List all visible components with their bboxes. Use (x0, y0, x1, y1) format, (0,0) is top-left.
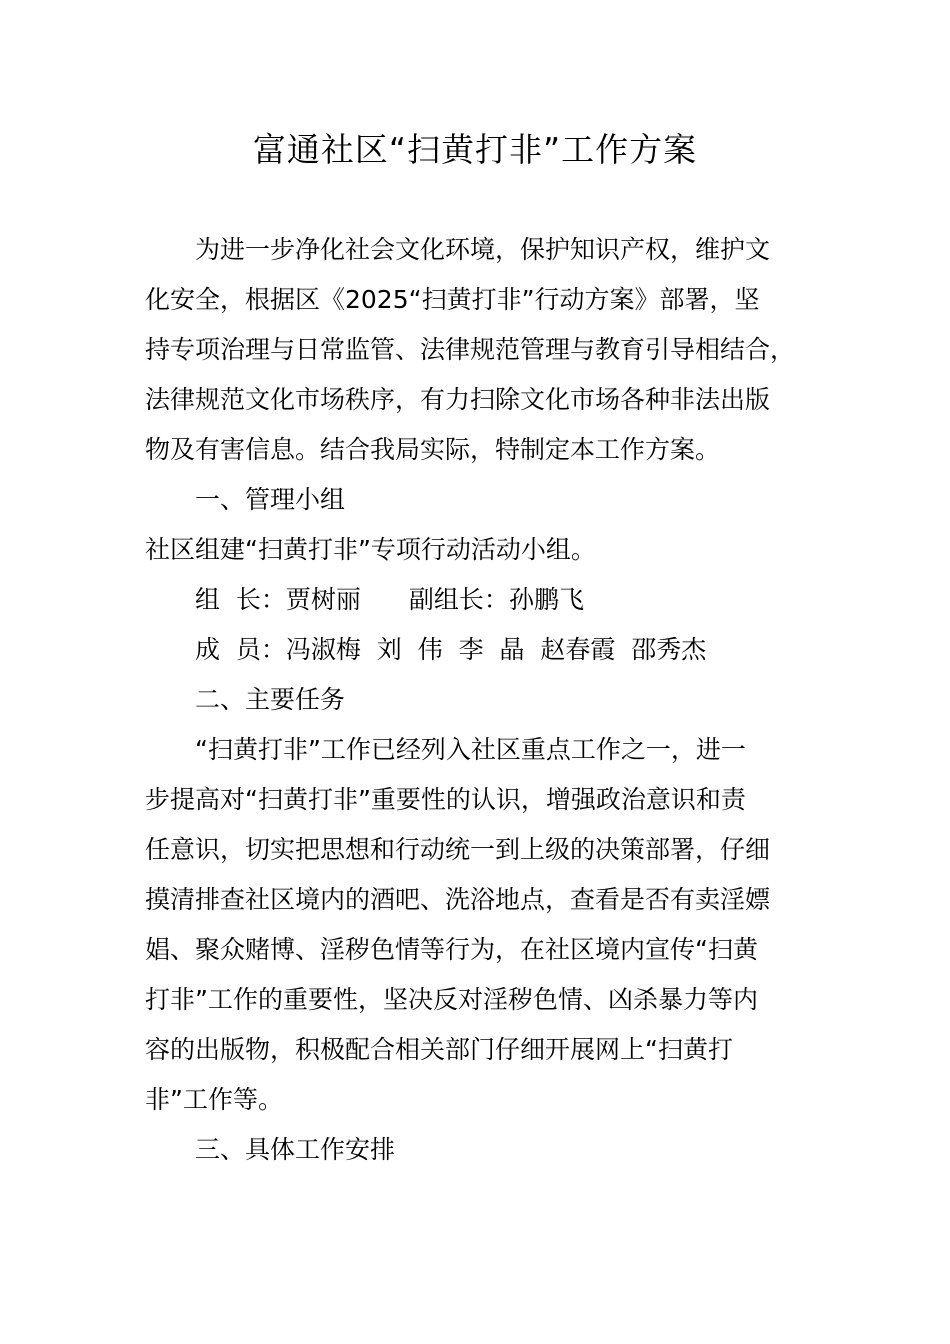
members-row (0, 625, 950, 675)
intro-line: 物及有害信息。结合我局实际，特制定本工作方案。 (145, 435, 721, 464)
section-heading-1: 一、管理小组 (195, 485, 346, 514)
section-2-line: 娼、聚众赌博、淫秽色情等行为，在社区境内宣传“扫黄 (145, 935, 758, 964)
section-2-line: 打非”工作的重要性，坚决反对淫秽色情、凶杀暴力等内 (145, 985, 758, 1014)
leader-name: 贾树丽 (285, 585, 361, 614)
document-title: 富通社区“扫黄打非”工作方案 (252, 130, 698, 169)
deputy-name: 孙鹏飞 (508, 585, 584, 614)
intro-line: 为进一步净化社会文化环境，保护知识产权，维护文 (195, 235, 771, 264)
section-2-line: 容的出版物，积极配合相关部门仔细开展网上“扫黄打 (145, 1035, 733, 1064)
section-2-line: 步提高对“扫黄打非”重要性的认识，增强政治意识和责 (145, 785, 746, 814)
deputy-label: 副组长： (408, 585, 509, 614)
intro-line: 法律规范文化市场秩序，有力扫除文化市场各种非法出版 (145, 385, 771, 414)
section-heading-3: 三、具体工作安排 (195, 1135, 396, 1164)
section-2-line: “扫黄打非”工作已经列入社区重点工作之一，进一 (195, 735, 746, 764)
section-2-line: 非”工作等。 (145, 1085, 283, 1114)
section-1-text: 社区组建“扫黄打非”专项行动活动小组。 (145, 535, 596, 564)
section-2-line: 摸清排查社区境内的酒吧、洗浴地点，查看是否有卖淫嫖 (145, 885, 771, 914)
intro-line: 持专项治理与日常监管、法律规范管理与教育引导相结合， (145, 335, 796, 364)
intro-line: 化安全，根据区《2025“扫黄打非”行动方案》部署，坚 (145, 285, 760, 314)
section-2-line: 任意识，切实把思想和行动统一到上级的决策部署，仔细 (145, 835, 771, 864)
members-names: 冯淑梅 刘 伟 李 晶 赵春霞 邵秀杰 (285, 635, 707, 664)
section-heading-2: 二、主要任务 (195, 685, 346, 714)
leader-label: 组 长： (195, 585, 286, 614)
members-label: 成 员： (195, 635, 286, 664)
leader-row (0, 575, 950, 625)
